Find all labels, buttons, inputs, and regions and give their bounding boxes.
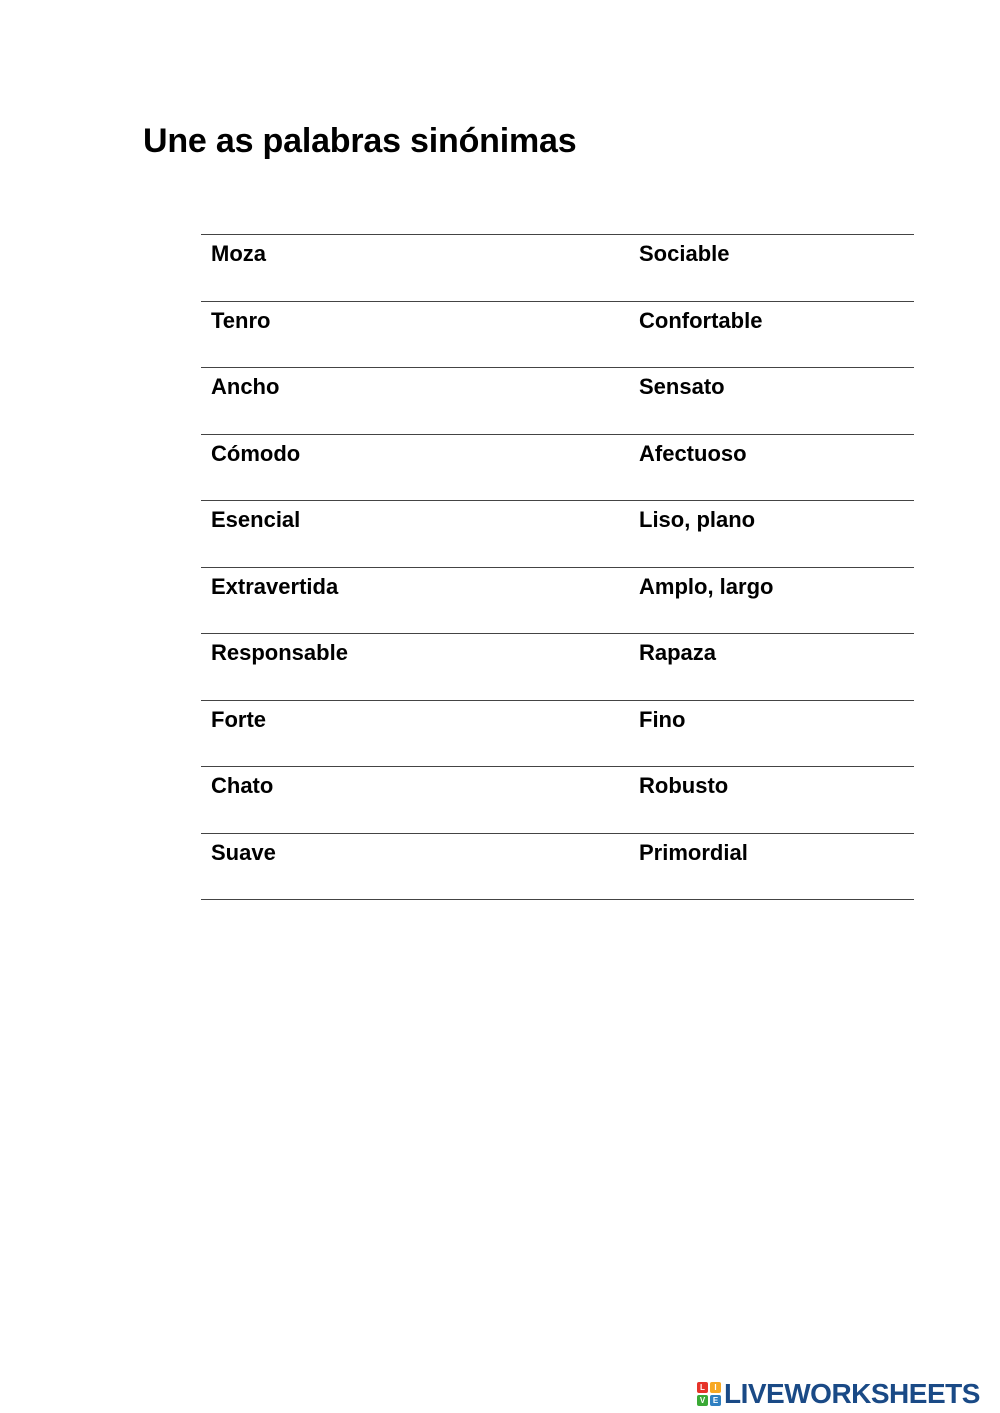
- right-word: Primordial: [639, 839, 748, 865]
- table-row: [201, 767, 914, 834]
- liveworksheets-logo-icon: L I V E: [697, 1382, 721, 1406]
- table-row: [201, 435, 914, 502]
- brand-watermark: [697, 1378, 980, 1410]
- right-word: Rapaza: [639, 640, 717, 665]
- left-word: Chato: [211, 773, 274, 798]
- right-word: Robusto: [639, 773, 729, 798]
- left-word: Suave: [211, 839, 276, 865]
- right-word: Sensato: [639, 374, 725, 399]
- right-word: Amplo, largo: [639, 573, 774, 599]
- table-row: [201, 235, 914, 302]
- left-word: Tenro: [211, 307, 271, 333]
- brand-name: LIVEWORKSHEETS: [724, 1378, 980, 1409]
- right-word: Afectuoso: [639, 440, 747, 466]
- right-word: Liso, plano: [639, 507, 756, 532]
- left-word: Cómodo: [211, 440, 301, 466]
- left-word: Extravertida: [211, 573, 339, 599]
- page-title: Une as palabras sinónimas: [143, 122, 577, 160]
- right-word: Fino: [639, 706, 686, 732]
- left-word: Forte: [211, 706, 266, 732]
- table-row: [201, 501, 914, 568]
- table-row: [201, 368, 914, 435]
- table-row: [201, 568, 914, 635]
- synonym-table: [201, 234, 914, 900]
- left-word: Ancho: [211, 374, 280, 399]
- right-word: Confortable: [639, 307, 763, 333]
- table-row: [201, 701, 914, 768]
- table-row: [201, 834, 914, 901]
- right-word: Sociable: [639, 241, 730, 266]
- left-word: Moza: [211, 241, 266, 266]
- left-word: Responsable: [211, 640, 348, 665]
- left-word: Esencial: [211, 507, 301, 532]
- table-row: [201, 302, 914, 369]
- table-row: [201, 634, 914, 701]
